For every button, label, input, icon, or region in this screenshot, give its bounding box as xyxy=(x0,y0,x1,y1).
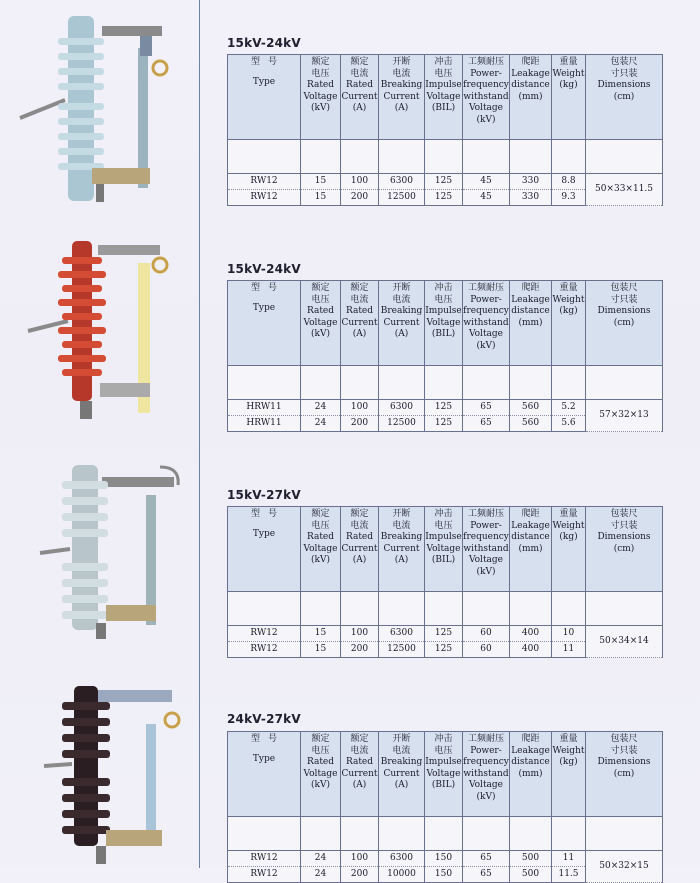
col-header-rated-voltage: 额定 电压 Rated Voltage (kV) xyxy=(301,732,341,817)
dimensions-cell: 50×34×14 xyxy=(586,626,663,658)
dimensions-cell: 50×32×15 xyxy=(586,851,663,883)
spacer-row xyxy=(228,366,663,400)
spec-table xyxy=(227,54,663,206)
col-header-rated-current: 额定 电流 Rated Current (A) xyxy=(341,55,379,140)
vertical-divider xyxy=(199,0,200,868)
spacer-row xyxy=(228,817,663,851)
col-header-power-frequency: 工频耐压 Power- frequency withstand Voltage (kV) xyxy=(463,55,510,140)
col-header-impulse-voltage: 冲击 电压 Impulse Voltage (BIL) xyxy=(425,55,463,140)
spec-table xyxy=(227,280,663,432)
spacer-row xyxy=(228,592,663,626)
col-header-power-frequency: 工频耐压 Power- frequency withstand Voltage (kV) xyxy=(463,281,510,366)
table-header-row xyxy=(228,732,663,817)
table-row: RW12 24 100 6300 150 65 500 11 50×32×15 xyxy=(228,851,663,867)
table-header-row xyxy=(228,281,663,366)
table-row: RW12 24 200 10000 150 65 500 11.5 xyxy=(228,867,663,883)
section-title: 24kV-27kV xyxy=(227,712,301,726)
col-header-type: 型 号 Type xyxy=(228,732,301,817)
col-header-rated-current: 额定 电流 Rated Current (A) xyxy=(341,507,379,592)
col-header-weight: 重量 Weight (kg) xyxy=(552,732,586,817)
table-header-row xyxy=(228,55,663,140)
dimensions-cell: 57×32×13 xyxy=(586,400,663,432)
fuse-cutout-image-black xyxy=(10,672,190,872)
col-header-rated-voltage: 额定 电压 Rated Voltage (kV) xyxy=(301,55,341,140)
col-header-rated-voltage: 额定 电压 Rated Voltage (kV) xyxy=(301,507,341,592)
col-header-weight: 重量 Weight (kg) xyxy=(552,281,586,366)
fuse-cutout-image-grey xyxy=(10,8,190,208)
col-header-leakage-distance: 爬距 Leakage distance (mm) xyxy=(510,281,552,366)
col-header-power-frequency: 工频耐压 Power- frequency withstand Voltage (kV) xyxy=(463,507,510,592)
spec-table xyxy=(227,731,663,883)
col-header-impulse-voltage: 冲击 电压 Impulse Voltage (BIL) xyxy=(425,507,463,592)
col-header-power-frequency: 工频耐压 Power- frequency withstand Voltage (kV) xyxy=(463,732,510,817)
fuse-cutout-image-light-grey xyxy=(10,455,190,655)
dimensions-cell: 50×33×11.5 xyxy=(586,174,663,206)
col-header-dimensions: 包装尺 寸只装 Dimensions (cm) xyxy=(586,281,663,366)
col-header-weight: 重量 Weight (kg) xyxy=(552,507,586,592)
col-header-breaking-current: 开断 电流 Breaking Current (A) xyxy=(379,732,425,817)
table-header-row xyxy=(228,507,663,592)
spacer-row xyxy=(228,140,663,174)
table-row: HRW11 24 200 12500 125 65 560 5.6 xyxy=(228,416,663,432)
table-row: RW12 15 200 12500 125 60 400 11 xyxy=(228,642,663,658)
col-header-dimensions: 包装尺 寸只装 Dimensions (cm) xyxy=(586,507,663,592)
section-title: 15kV-27kV xyxy=(227,488,301,502)
table-row: RW12 15 100 6300 125 45 330 8.8 50×33×11.5 xyxy=(228,174,663,190)
col-header-breaking-current: 开断 电流 Breaking Current (A) xyxy=(379,281,425,366)
col-header-impulse-voltage: 冲击 电压 Impulse Voltage (BIL) xyxy=(425,732,463,817)
col-header-type: 型 号 Type xyxy=(228,507,301,592)
table-row: RW12 15 200 12500 125 45 330 9.3 xyxy=(228,190,663,206)
section-title: 15kV-24kV xyxy=(227,262,301,276)
col-header-leakage-distance: 爬距 Leakage distance (mm) xyxy=(510,507,552,592)
col-header-type: 型 号 Type xyxy=(228,55,301,140)
col-header-leakage-distance: 爬距 Leakage distance (mm) xyxy=(510,732,552,817)
fuse-cutout-image-red xyxy=(10,233,190,433)
col-header-rated-current: 额定 电流 Rated Current (A) xyxy=(341,732,379,817)
col-header-rated-voltage: 额定 电压 Rated Voltage (kV) xyxy=(301,281,341,366)
col-header-dimensions: 包装尺 寸只装 Dimensions (cm) xyxy=(586,55,663,140)
col-header-impulse-voltage: 冲击 电压 Impulse Voltage (BIL) xyxy=(425,281,463,366)
col-header-leakage-distance: 爬距 Leakage distance (mm) xyxy=(510,55,552,140)
col-header-type: 型 号 Type xyxy=(228,281,301,366)
col-header-breaking-current: 开断 电流 Breaking Current (A) xyxy=(379,507,425,592)
col-header-dimensions: 包装尺 寸只装 Dimensions (cm) xyxy=(586,732,663,817)
table-row: HRW11 24 100 6300 125 65 560 5.2 57×32×13 xyxy=(228,400,663,416)
col-header-weight: 重量 Weight (kg) xyxy=(552,55,586,140)
col-header-rated-current: 额定 电流 Rated Current (A) xyxy=(341,281,379,366)
spec-table xyxy=(227,506,663,658)
section-title: 15kV-24kV xyxy=(227,36,301,50)
col-header-breaking-current: 开断 电流 Breaking Current (A) xyxy=(379,55,425,140)
table-row: RW12 15 100 6300 125 60 400 10 50×34×14 xyxy=(228,626,663,642)
